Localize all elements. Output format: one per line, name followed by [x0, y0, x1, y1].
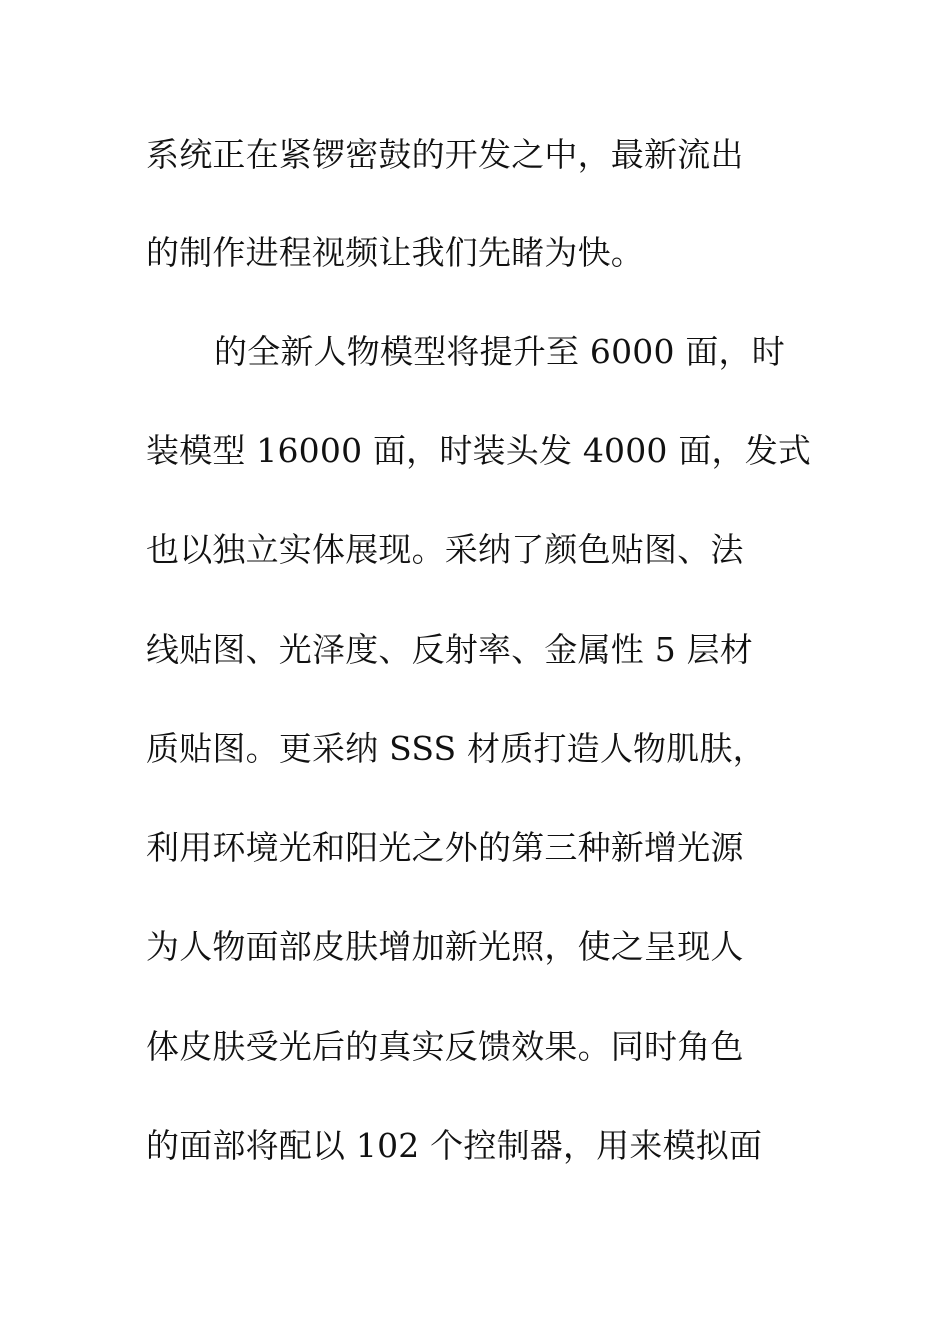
text-line-5: 也以独立实体展现。采纳了颜色贴图、法 [146, 530, 744, 569]
text-line-10: 体皮肤受光后的真实反馈效果。同时角色 [146, 1027, 744, 1066]
text-line-8: 利用环境光和阳光之外的第三种新增光源 [146, 828, 744, 867]
text-line-3: 的全新人物模型将提升至 6000 面，时 [214, 332, 785, 371]
text-line-4: 装模型 16000 面，时装头发 4000 面，发式 [146, 431, 812, 470]
text-line-9: 为人物面部皮肤增加新光照，使之呈现人 [146, 927, 744, 966]
text-line-7: 质贴图。更采纳 SSS 材质打造人物肌肤， [146, 729, 766, 768]
text-line-6: 线贴图、光泽度、反射率、金属性 5 层材 [146, 630, 753, 669]
text-line-1: 系统正在紧锣密鼓的开发之中，最新流出 [146, 135, 744, 174]
text-line-11: 的面部将配以 102 个控制器，用来模拟面 [146, 1126, 763, 1165]
text-line-2: 的制作进程视频让我们先睹为快。 [146, 233, 644, 272]
